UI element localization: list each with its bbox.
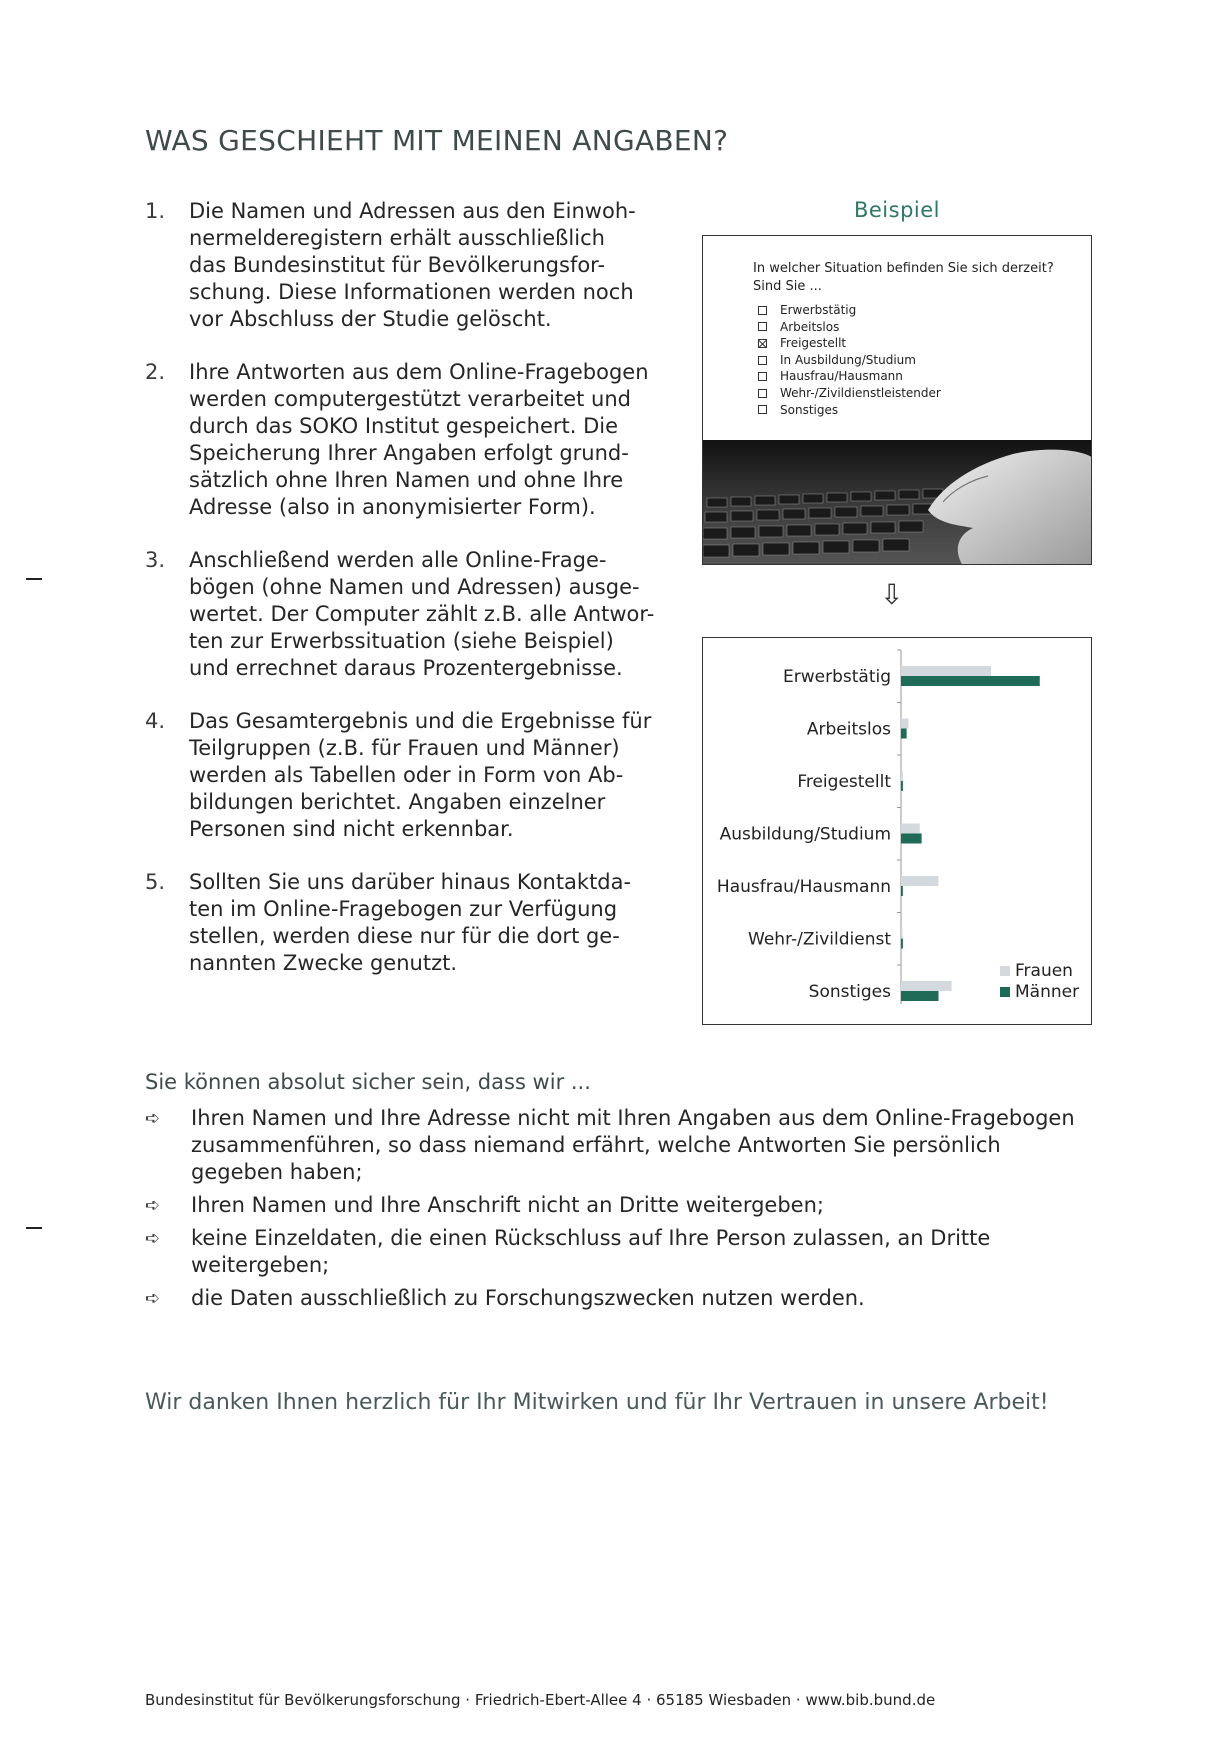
- arrow-right-icon: ➪: [145, 1108, 161, 1129]
- checkbox-icon: [758, 306, 767, 315]
- option-item: [758, 402, 941, 419]
- category-label: Ausbildung/Studium: [719, 824, 891, 845]
- category-label: Sonstiges: [808, 982, 891, 1002]
- step-number: 4.: [145, 709, 166, 733]
- bar-männer: [901, 991, 939, 1001]
- option-label: Arbeitslos: [780, 319, 840, 334]
- margin-mark: [26, 578, 42, 580]
- steps-list: [145, 198, 665, 1003]
- bar-frauen: [901, 666, 991, 676]
- bar-frauen: [901, 824, 920, 834]
- arrow-right-icon: ➪: [145, 1228, 161, 1249]
- step-number: 2.: [145, 360, 166, 384]
- step-number: 5.: [145, 870, 166, 894]
- legend-swatch: [1000, 966, 1010, 976]
- step-text: Ihre Antworten aus dem Online-Fragebogen werden computergestützt verarbeitet und durch das SOKO Institut gespeichert. Die Speicherung Ihrer Angaben erfolgt grund- sätzlich ohne Ihren Namen und ohne Ihre Adresse (also in anonymisierter Form).: [189, 360, 649, 519]
- option-label: Sonstiges: [780, 402, 839, 417]
- checked-checkbox-icon: [758, 339, 767, 348]
- bar-männer: [901, 834, 922, 844]
- margin-mark: [26, 1227, 42, 1229]
- step-number: 3.: [145, 548, 166, 572]
- legend-label: Frauen: [1015, 961, 1073, 981]
- bar-chart: [703, 638, 1093, 1026]
- category-label: Freigestellt: [797, 772, 891, 792]
- step-text: Sollten Sie uns darüber hinaus Kontaktda- ten im Online-Fragebogen zur Verfügung stellen, werden diese nur für die dort ge- nannten Zwecke genutzt.: [189, 870, 632, 975]
- list-item: [145, 547, 665, 682]
- checkbox-icon: [758, 405, 767, 414]
- option-item: [758, 335, 941, 352]
- step-text: Anschließend werden alle Online-Frage- bögen (ohne Namen und Adressen) ausge- wertet. Der Computer zählt z.B. alle Antwor- ten zur Erwerbssituation (siehe Beispiel) und errechnet daraus Prozentergebnisse.: [189, 548, 655, 680]
- bar-männer: [901, 676, 1040, 686]
- list-item: [145, 708, 665, 843]
- step-number: 1.: [145, 199, 166, 223]
- category-label: Arbeitslos: [806, 719, 891, 740]
- list-item: [145, 198, 665, 333]
- arrow-right-icon: ➪: [145, 1195, 161, 1216]
- question-text: In welcher Situation befinden Sie sich derzeit?: [753, 261, 1054, 276]
- bar-frauen: [901, 876, 939, 886]
- list-item: [145, 359, 665, 521]
- example-title: Beispiel: [853, 198, 941, 222]
- bar-männer: [901, 781, 903, 791]
- arrow-down-icon: ⇩: [880, 578, 904, 611]
- legend-swatch: [1000, 987, 1010, 997]
- legend-label: Männer: [1015, 982, 1080, 1002]
- option-item: [758, 352, 941, 369]
- option-item: [758, 385, 941, 402]
- keyboard-hand-photo: [703, 440, 1092, 565]
- checkbox-icon: [758, 356, 767, 365]
- assurance-text: keine Einzeldaten, die einen Rückschluss auf Ihre Person zulassen, an Dritte weitergeben;: [191, 1226, 991, 1277]
- example-question: [753, 260, 1054, 296]
- option-label: Freigestellt: [780, 336, 847, 351]
- bar-männer: [901, 939, 903, 949]
- list-item: [145, 1285, 1095, 1312]
- assurance-intro: Sie können absolut sicher sein, dass wir ...: [145, 1070, 591, 1094]
- chart-container: [702, 637, 1092, 1025]
- bar-frauen: [901, 771, 903, 781]
- checkbox-icon: [758, 389, 767, 398]
- assurance-text: die Daten ausschließlich zu Forschungszwecken nutzen werden.: [191, 1286, 865, 1310]
- checkbox-icon: [758, 372, 767, 381]
- bar-männer: [901, 886, 903, 896]
- category-label: Erwerbstätig: [783, 667, 891, 687]
- list-item: [145, 1192, 1095, 1219]
- step-text: Das Gesamtergebnis und die Ergebnisse für Teilgruppen (z.B. für Frauen und Männer) werden als Tabellen oder in Form von Ab- bildungen berichtet. Angaben einzelner Personen sind nicht erkennbar.: [189, 709, 652, 841]
- bar-männer: [901, 729, 907, 739]
- step-text: Die Namen und Adressen aus den Einwoh- nermelderegistern erhält ausschließlich das Bundesinstitut für Bevölkerungsfor- schung. Diese Informationen werden noch vor Abschluss der Studie gelöscht.: [189, 199, 636, 331]
- list-item: [145, 1105, 1095, 1186]
- assurance-text: Ihren Namen und Ihre Anschrift nicht an Dritte weitergeben;: [191, 1193, 824, 1217]
- bar-frauen: [901, 981, 952, 991]
- category-label: Wehr-/Zivildienst: [748, 929, 891, 950]
- page-title: WAS GESCHIEHT MIT MEINEN ANGABEN?: [145, 124, 729, 157]
- list-item: [145, 869, 665, 977]
- option-list: [758, 302, 941, 418]
- option-label: Wehr-/Zivildienstleistender: [780, 385, 941, 400]
- bar-frauen: [901, 929, 903, 939]
- footer: Bundesinstitut für Bevölkerungsforschung · Friedrich-Ebert-Allee 4 · 65185 Wiesbaden · www.bib.bund.de: [145, 1691, 936, 1709]
- checkbox-icon: [758, 322, 767, 331]
- option-item: [758, 319, 941, 336]
- list-item: [145, 1225, 1095, 1279]
- category-label: Hausfrau/Hausmann: [716, 877, 891, 897]
- question-subtext: Sind Sie ...: [753, 279, 822, 294]
- example-questionnaire: [702, 235, 1092, 565]
- option-item: [758, 302, 941, 319]
- arrow-right-icon: ➪: [145, 1288, 161, 1309]
- assurance-text: Ihren Namen und Ihre Adresse nicht mit Ihren Angaben aus dem Online-Fragebogen zusammenführen, so dass niemand erfährt, welche Antworten Sie persönlich gegeben haben;: [191, 1106, 1075, 1184]
- assurance-list: [145, 1105, 1095, 1318]
- option-item: [758, 368, 941, 385]
- bar-frauen: [901, 719, 909, 729]
- thanks-text: Wir danken Ihnen herzlich für Ihr Mitwirken und für Ihr Vertrauen in unsere Arbeit!: [145, 1390, 1049, 1415]
- option-label: Hausfrau/Hausmann: [780, 369, 903, 384]
- option-label: Erwerbstätig: [780, 303, 857, 317]
- option-label: In Ausbildung/Studium: [780, 352, 916, 367]
